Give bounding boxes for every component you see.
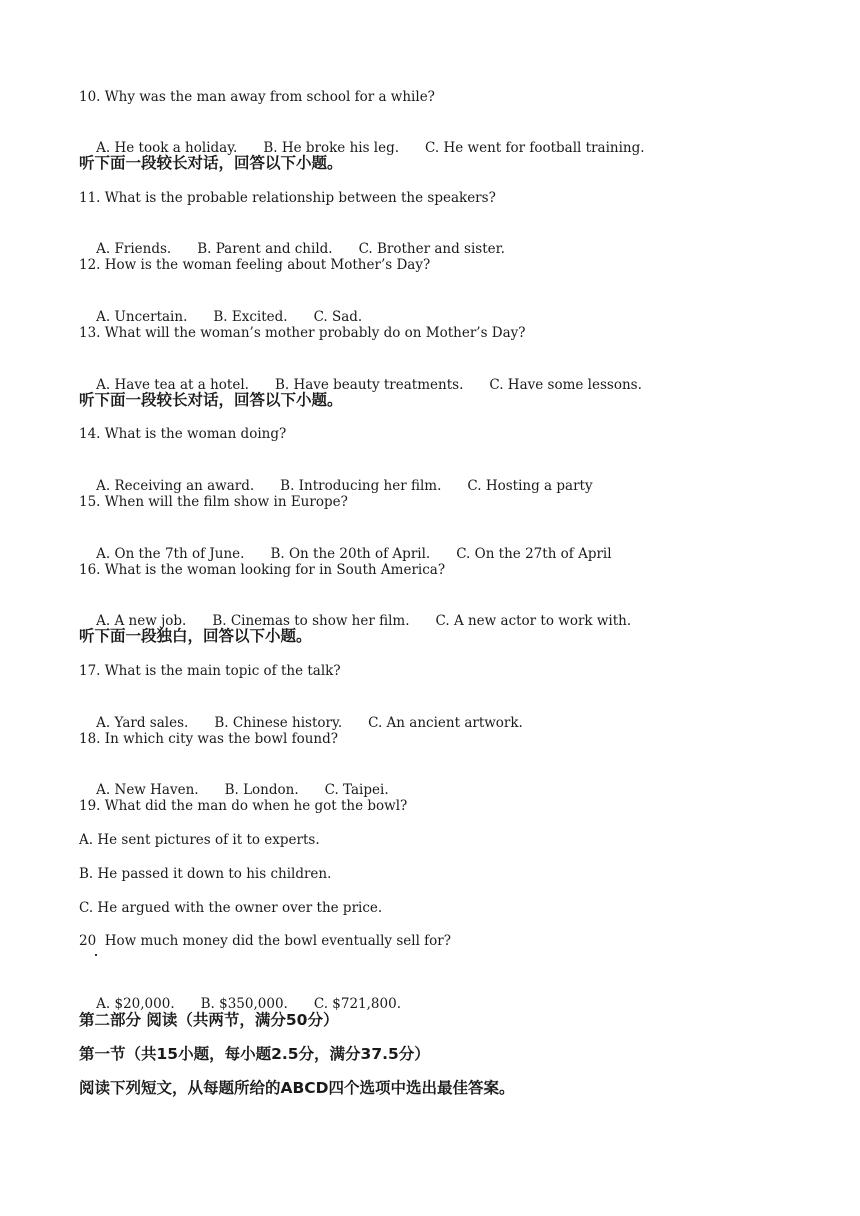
option-a: A. $20,000. bbox=[96, 996, 175, 1012]
option-a: A. Friends. bbox=[96, 241, 172, 257]
part-heading: 第二部分 阅读（共两节，满分50分） bbox=[79, 1011, 339, 1029]
option-a: A. On the 7th of June. bbox=[96, 546, 245, 562]
option-b: B. Cinemas to show her film. bbox=[212, 613, 410, 629]
option-b: B. $350,000. bbox=[200, 996, 288, 1012]
option-b: B. Chinese history. bbox=[214, 715, 343, 731]
question-10: 10. Why was the man away from school for a while? bbox=[79, 89, 435, 105]
instruction-text: 阅读下列短文，从每题所给的ABCD四个选项中选出最佳答案。 bbox=[79, 1079, 515, 1097]
option-c: C. An ancient artwork. bbox=[368, 715, 523, 731]
question-14: 14. What is the woman doing? bbox=[79, 426, 287, 442]
question-18: 18. In which city was the bowl found? bbox=[79, 731, 338, 747]
question-16: 16. What is the woman looking for in South America? bbox=[79, 562, 446, 578]
option-a: A. Uncertain. bbox=[96, 309, 188, 325]
option-c: C. Taipei. bbox=[324, 782, 389, 798]
option-c: C. Have some lessons. bbox=[489, 377, 642, 393]
stray-dot bbox=[95, 954, 97, 956]
option-c: C. Hosting a party bbox=[467, 478, 593, 494]
option-c: C. He argued with the owner over the price. bbox=[79, 900, 383, 916]
option-b: B. Parent and child. bbox=[197, 241, 333, 257]
option-a: A. Have tea at a hotel. bbox=[96, 377, 249, 393]
option-a: A. He took a holiday. bbox=[96, 140, 238, 156]
option-b: B. Have beauty treatments. bbox=[274, 377, 464, 393]
option-a: A. A new job. bbox=[96, 613, 187, 629]
option-c: C. $721,800. bbox=[313, 996, 401, 1012]
question-11: 11. What is the probable relationship between the speakers? bbox=[79, 190, 496, 206]
option-a: A. Yard sales. bbox=[96, 715, 189, 731]
option-b: B. He passed it down to his children. bbox=[79, 866, 332, 882]
section-heading: 听下面一段较长对话，回答以下小题。 bbox=[79, 391, 343, 409]
option-c: C. Brother and sister. bbox=[358, 241, 505, 257]
question-13: 13. What will the woman’s mother probably do on Mother’s Day? bbox=[79, 325, 526, 341]
section-subheading: 第一节（共15小题，每小题2.5分，满分37.5分） bbox=[79, 1045, 430, 1063]
option-b: B. Introducing her film. bbox=[280, 478, 442, 494]
option-c: C. He went for football training. bbox=[425, 140, 645, 156]
question-17: 17. What is the main topic of the talk? bbox=[79, 663, 341, 679]
option-a: A. New Haven. bbox=[96, 782, 199, 798]
option-b: B. Excited. bbox=[213, 309, 288, 325]
option-b: B. London. bbox=[224, 782, 299, 798]
option-c: C. Sad. bbox=[313, 309, 363, 325]
section-heading: 听下面一段独白，回答以下小题。 bbox=[79, 627, 312, 645]
option-b: B. He broke his leg. bbox=[263, 140, 400, 156]
option-c: C. On the 27th of April bbox=[456, 546, 612, 562]
question-15: 15. When will the film show in Europe? bbox=[79, 494, 348, 510]
section-heading: 听下面一段较长对话，回答以下小题。 bbox=[79, 154, 343, 172]
question-20: 20 How much money did the bowl eventually sell for? bbox=[79, 933, 451, 949]
question-19: 19. What did the man do when he got the bowl? bbox=[79, 798, 408, 814]
option-a: A. Receiving an award. bbox=[96, 478, 255, 494]
option-c: C. A new actor to work with. bbox=[435, 613, 632, 629]
question-12: 12. How is the woman feeling about Mother’s Day? bbox=[79, 257, 431, 273]
option-b: B. On the 20th of April. bbox=[270, 546, 431, 562]
option-a: A. He sent pictures of it to experts. bbox=[79, 832, 320, 848]
